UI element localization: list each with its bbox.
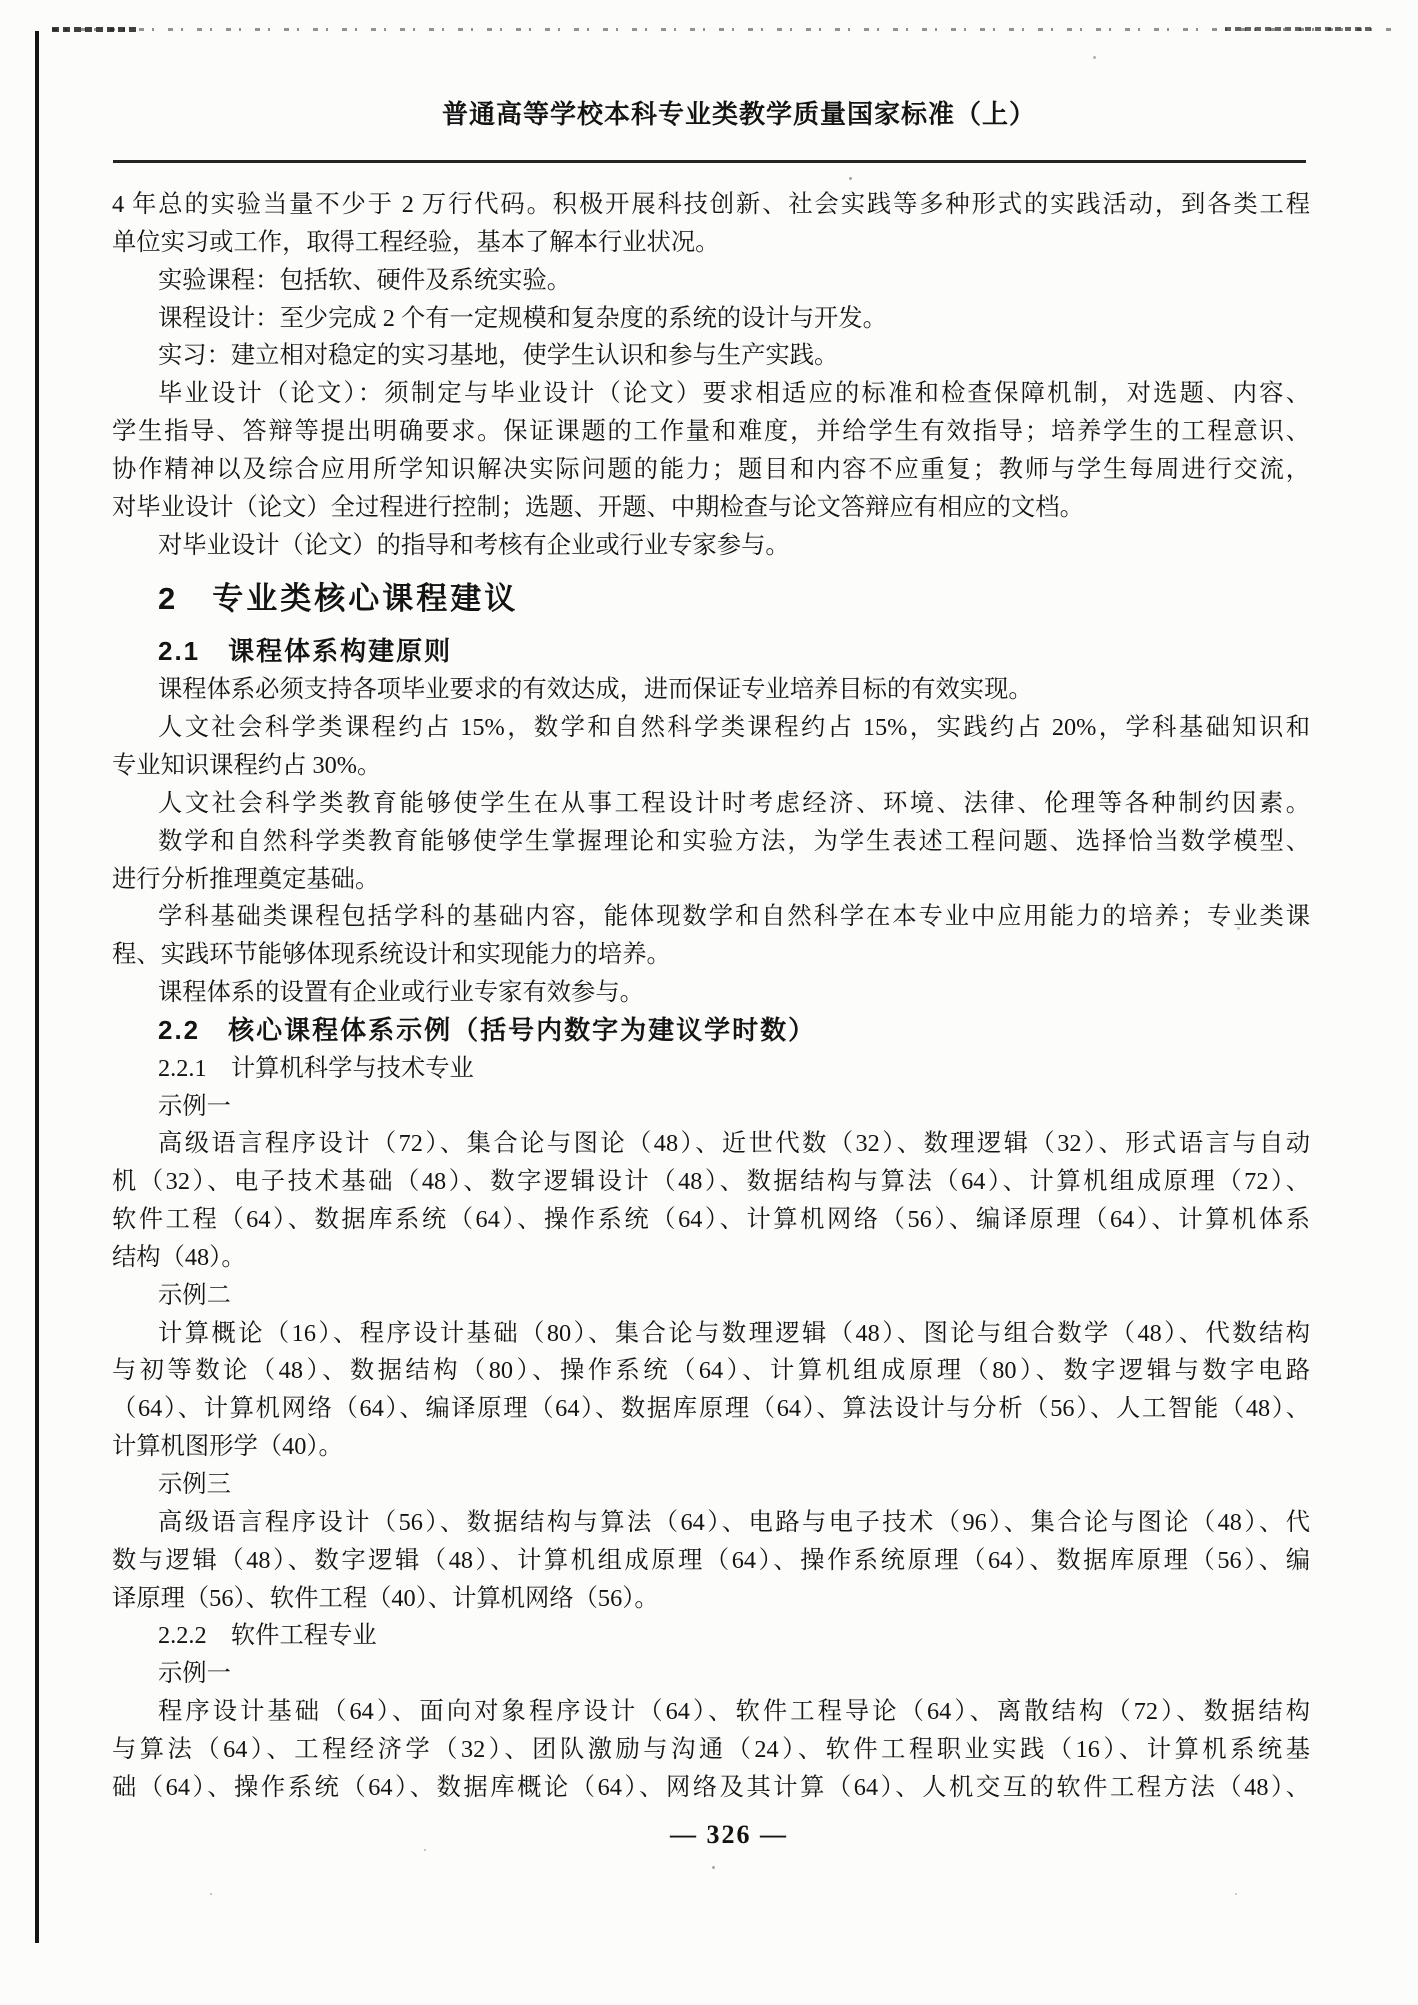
text-line: 程序设计基础（64）、面向对象程序设计（64）、软件工程导论（64）、离散结构（72）、数据结构 bbox=[158, 1698, 1310, 1726]
text-line: 数与逻辑（48）、数字逻辑（48）、计算机组成原理（64）、操作系统原理（64）、数据库原理（56）、编 bbox=[112, 1546, 1310, 1574]
text-line: 译原理（56）、软件工程（40）、计算机网络（56）。 bbox=[112, 1584, 659, 1612]
text-line: 高级语言程序设计（72）、集合论与图论（48）、近世代数（32）、数理逻辑（32）、形式语言与自动 bbox=[158, 1130, 1310, 1158]
text-line: 础（64）、操作系统（64）、数据库概论（64）、网络及其计算（64）、人机交互的软件工程方法（48）、 bbox=[112, 1773, 1310, 1801]
subsection-heading: 2.1 课程体系构建原则 bbox=[158, 636, 453, 667]
text-line: 实验课程：包括软、硬件及系统实验。 bbox=[158, 266, 572, 294]
subsection-heading: 2.2 核心课程体系示例（括号内数字为建议学时数） bbox=[158, 1014, 817, 1045]
text-line: 对毕业设计（论文）的指导和考核有企业或行业专家参与。 bbox=[158, 531, 790, 559]
text-line: 对毕业设计（论文）全过程进行控制；选题、开题、中期检查与论文答辩应有相应的文档。 bbox=[112, 493, 1084, 521]
text-line: 学生指导、答辩等提出明确要求。保证课题的工作量和难度，并给学生有效指导；培养学生的工程意识、 bbox=[112, 418, 1310, 446]
text-line: 课程体系的设置有企业或行业专家有效参与。 bbox=[158, 979, 644, 1007]
text-line: 进行分析推理奠定基础。 bbox=[112, 865, 380, 893]
text-line: 课程体系必须支持各项毕业要求的有效达成，进而保证专业培养目标的有效实现。 bbox=[158, 676, 1033, 704]
scan-line-left bbox=[35, 31, 39, 1943]
scan-speck bbox=[849, 177, 852, 180]
running-header-title: 普通高等学校本科专业类教学质量国家标准（上） bbox=[441, 100, 1036, 129]
scan-noise-top-right bbox=[1225, 27, 1375, 31]
text-line: 计算概论（16）、程序设计基础（80）、集合论与数理逻辑（48）、图论与组合数学（48）、代数结构 bbox=[158, 1319, 1310, 1347]
text-line: 单位实习或工作，取得工程经验，基本了解本行业状况。 bbox=[112, 228, 720, 256]
scan-speck bbox=[712, 1866, 715, 1869]
text-line: 软件工程（64）、数据库系统（64）、操作系统（64）、计算机网络（56）、编译原理（64）、计算机体系 bbox=[112, 1206, 1310, 1234]
text-line: 程、实践环节能够体现系统设计和实现能力的培养。 bbox=[112, 941, 671, 969]
page-body bbox=[112, 186, 1310, 1807]
text-line: 人文社会科学类课程约占 15%，数学和自然科学类课程约占 15%，实践约占 20%，学科基础知识和 bbox=[158, 714, 1310, 742]
text-line: 示例一 bbox=[158, 1092, 231, 1120]
text-line: 结构（48）。 bbox=[112, 1243, 246, 1271]
text-line: 4 年总的实验当量不少于 2 万行代码。积极开展科技创新、社会实践等多种形式的实践活动，到各类工程 bbox=[112, 191, 1310, 218]
text-line: 学科基础类课程包括学科的基础内容，能体现数学和自然科学在本专业中应用能力的培养；专业类课 bbox=[158, 903, 1310, 931]
scan-speck bbox=[210, 1893, 212, 1895]
text-line: 计算机图形学（40）。 bbox=[112, 1433, 343, 1461]
scan-noise-top bbox=[52, 28, 1397, 31]
text-line: 2.2.2 软件工程专业 bbox=[158, 1622, 377, 1650]
scan-speck bbox=[1093, 56, 1096, 59]
text-line: 课程设计：至少完成 2 个有一定规模和复杂度的系统的设计与开发。 bbox=[158, 304, 887, 332]
text-line: 协作精神以及综合应用所学知识解决实际问题的能力；题目和内容不应重复；教师与学生每周进行交流， bbox=[112, 455, 1310, 483]
page-number: — 326 — bbox=[670, 1820, 788, 1849]
text-line: 示例一 bbox=[158, 1660, 231, 1688]
text-line: 与算法（64）、工程经济学（32）、团队激励与沟通（24）、软件工程职业实践（16）、计算机系统基 bbox=[112, 1735, 1310, 1763]
text-line: 专业知识课程约占 30%。 bbox=[112, 751, 382, 779]
text-line: 实习：建立相对稳定的实习基地，使学生认识和参与生产实践。 bbox=[158, 342, 839, 370]
text-line: 机（32）、电子技术基础（48）、数字逻辑设计（48）、数据结构与算法（64）、计算机组成原理（72）、 bbox=[112, 1168, 1310, 1196]
text-line: （64）、计算机网络（64）、编译原理（64）、数据库原理（64）、算法设计与分析（56）、人工智能（48）、 bbox=[112, 1395, 1310, 1423]
scan-noise-top-left bbox=[52, 27, 138, 32]
text-line: 高级语言程序设计（56）、数据结构与算法（64）、电路与电子技术（96）、集合论与图论（48）、代 bbox=[158, 1508, 1310, 1536]
header-rule bbox=[113, 160, 1306, 163]
section-heading: 2 专业类核心课程建议 bbox=[158, 581, 519, 617]
text-line: 2.2.1 计算机科学与技术专业 bbox=[158, 1054, 474, 1082]
text-line: 毕业设计（论文）：须制定与毕业设计（论文）要求相适应的标准和检查保障机制，对选题、内容、 bbox=[158, 380, 1310, 408]
scan-speck bbox=[1235, 1893, 1237, 1895]
text-line: 人文社会科学类教育能够使学生在从事工程设计时考虑经济、环境、法律、伦理等各种制约因素。 bbox=[158, 789, 1310, 817]
text-line: 示例二 bbox=[158, 1281, 231, 1309]
text-line: 数学和自然科学类教育能够使学生掌握理论和实验方法，为学生表述工程问题、选择恰当数学模型、 bbox=[158, 827, 1310, 855]
text-line: 示例三 bbox=[158, 1471, 231, 1498]
text-line: 与初等数论（48）、数据结构（80）、操作系统（64）、计算机组成原理（80）、数字逻辑与数字电路 bbox=[112, 1357, 1310, 1385]
